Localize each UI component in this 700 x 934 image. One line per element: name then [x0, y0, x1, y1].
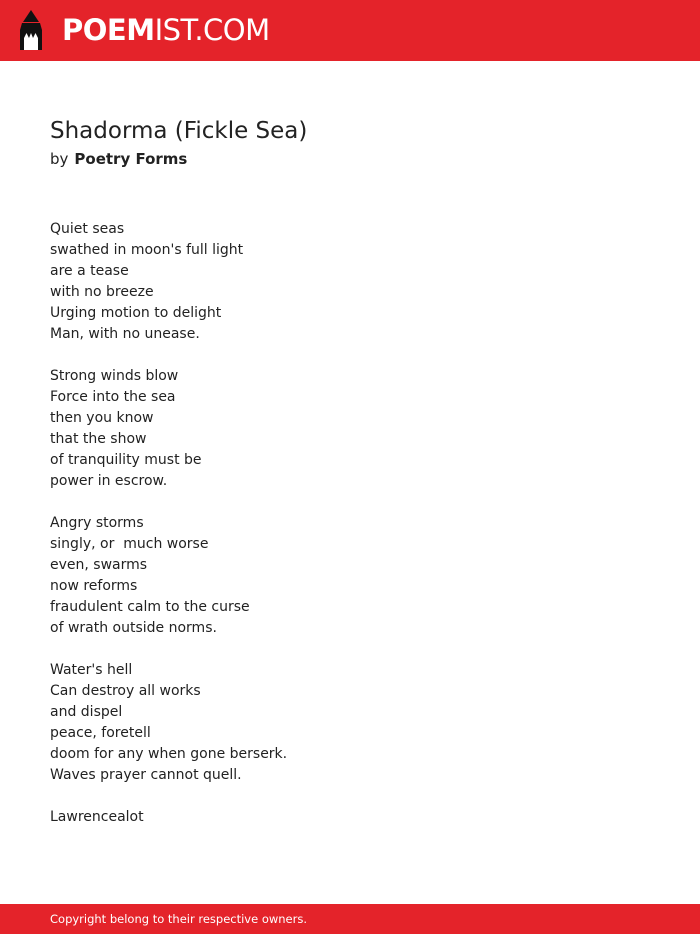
- poem-title: Shadorma (Fickle Sea): [50, 118, 308, 144]
- poem-line: Quiet seas: [50, 221, 125, 237]
- brand-light: IST.COM: [154, 13, 270, 47]
- byline: [50, 149, 187, 169]
- stanza-1: [50, 219, 287, 345]
- poem-line: Water's hell: [50, 662, 133, 678]
- poem-line: then you know: [50, 410, 154, 426]
- poem-line: now reforms: [50, 578, 138, 594]
- poem-line: Force into the sea: [50, 389, 176, 405]
- brand-logo[interactable]: [62, 11, 270, 49]
- poem-line: power in escrow.: [50, 473, 168, 489]
- stanza-3: [50, 513, 287, 639]
- poem-line: peace, foretell: [50, 725, 151, 741]
- poem-line: even, swarms: [50, 557, 148, 573]
- poem-line: that the show: [50, 431, 147, 447]
- poem-line: fraudulent calm to the curse: [50, 599, 250, 615]
- poem-line: Can destroy all works: [50, 683, 201, 699]
- poem-line: singly, or much worse: [50, 536, 209, 552]
- stanza-4: [50, 660, 287, 786]
- poem-line: Man, with no unease.: [50, 326, 200, 342]
- poem-line: swathed in moon's full light: [50, 242, 244, 258]
- site-footer: [0, 904, 700, 934]
- poem-signature: Lawrencealot: [50, 809, 144, 825]
- poem-line: of wrath outside norms.: [50, 620, 217, 636]
- stanza-2: [50, 366, 287, 492]
- author-name: Poetry Forms: [74, 150, 188, 168]
- poem-line: Urging motion to delight: [50, 305, 222, 321]
- poem-line: with no breeze: [50, 284, 154, 300]
- poem-line: Angry storms: [50, 515, 144, 531]
- poem-line: are a tease: [50, 263, 129, 279]
- poem-line: doom for any when gone berserk.: [50, 746, 288, 762]
- poem-line: Waves prayer cannot quell.: [50, 767, 242, 783]
- copyright-text: Copyright belong to their respective owners.: [50, 912, 308, 926]
- poem-line: Strong winds blow: [50, 368, 179, 384]
- poem-line: of tranquility must be: [50, 452, 202, 468]
- pencil-tip-icon[interactable]: [18, 10, 44, 52]
- poem-line: and dispel: [50, 704, 123, 720]
- site-header: [0, 0, 700, 61]
- brand-strong: POEM: [62, 13, 155, 47]
- by-label: by: [50, 150, 69, 168]
- poem-body: [50, 219, 287, 828]
